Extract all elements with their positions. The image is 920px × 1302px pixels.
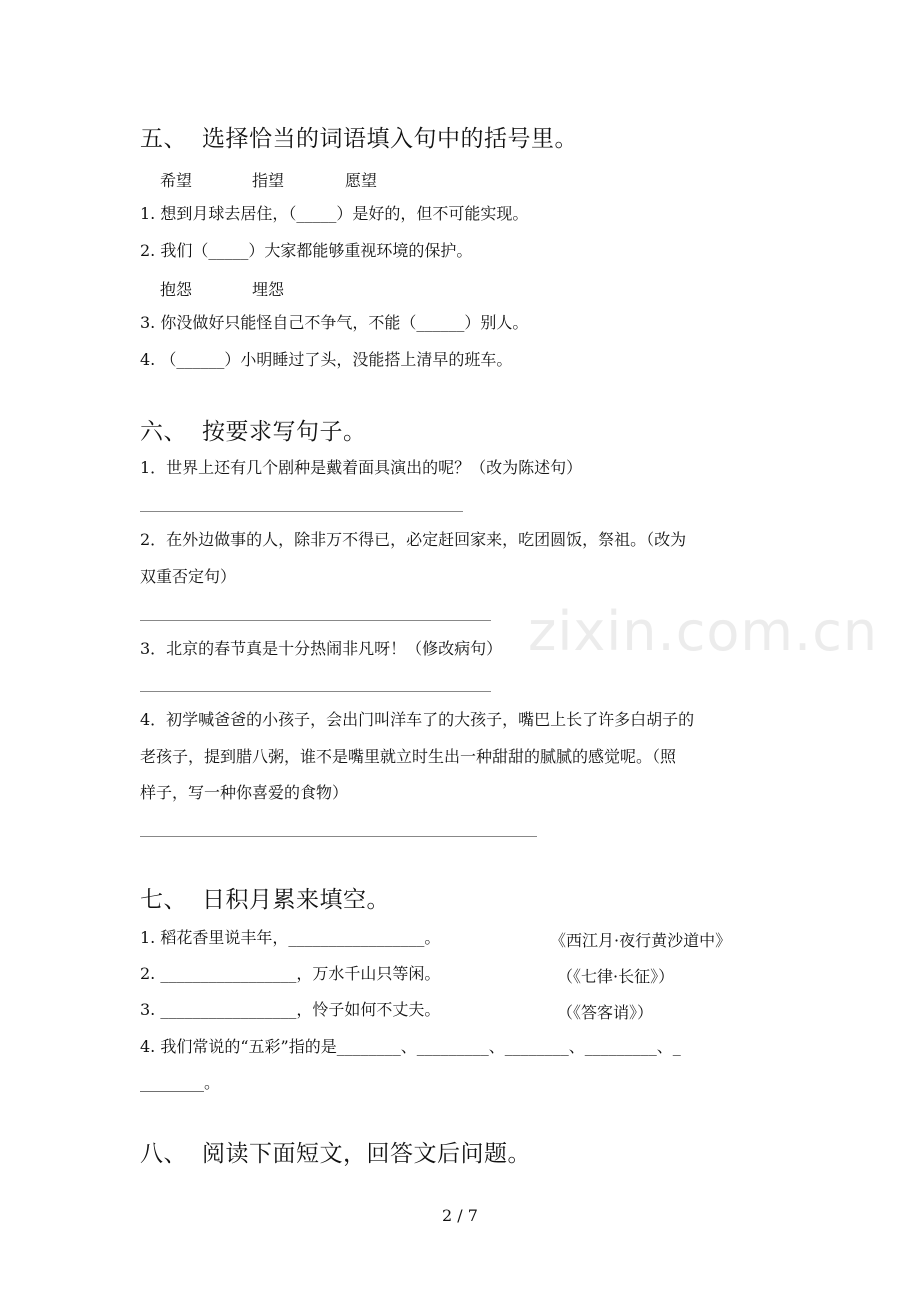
section7-heading (140, 881, 390, 914)
s5-question-1: 1. 想到月球去居住，（_____）是好的，但不可能实现。 (140, 204, 529, 223)
word-choice-5: 埋怨 (252, 280, 285, 299)
section5-heading (140, 120, 578, 153)
s6-question-3: 3．北京的春节真是十分热闹非凡呀！（修改病句） (140, 639, 503, 658)
page-number: 2 / 7 (442, 1206, 478, 1225)
s7-source-2: （《七律·长征》） (557, 967, 675, 986)
s6-question-1: 1．世界上还有几个剧种是戴着面具演出的呢？（改为陈述句） (140, 458, 583, 477)
section7-title: 日积月累来填空。 (202, 887, 390, 913)
word-choice-1: 希望 (160, 171, 193, 190)
s5-question-3: 3. 你没做好只能怪自己不争气，不能（______）别人。 (140, 313, 529, 332)
word-choice-2: 指望 (252, 171, 285, 190)
s5-question-2: 2. 我们（_____）大家都能够重视环境的保护。 (140, 241, 473, 260)
section6-number: 六、 (140, 419, 187, 445)
section8-number: 八、 (140, 1141, 187, 1167)
s6-question-2-line2: 双重否定句） (140, 567, 237, 586)
word-choice-4: 抱怨 (160, 280, 193, 299)
s6-question-2-line1: 2．在外边做事的人，除非万不得已，必定赶回家来，吃团圆饭，祭祖。（改为 (140, 530, 687, 549)
s7-question-2: 2. _________________，万水千山只等闲。 (140, 964, 441, 983)
section5-number: 五、 (140, 126, 187, 152)
section6-heading (140, 413, 367, 446)
answer-line (140, 691, 491, 692)
s5-question-4: 4. （______）小明睡过了头，没能搭上清早的班车。 (140, 350, 513, 369)
s7-question-4-line2: ________。 (140, 1073, 221, 1092)
s7-question-4-line1: 4. 我们常说的“五彩”指的是________、_________、________、_________、_ (140, 1037, 681, 1056)
section8-heading (140, 1135, 531, 1168)
answer-line (140, 511, 463, 512)
s6-question-4-line2: 老孩子，提到腊八粥，谁不是嘴里就立时生出一种甜甜的腻腻的感觉呢。（照 (140, 747, 677, 766)
section8-title: 阅读下面短文，回答文后问题。 (202, 1141, 531, 1167)
watermark: zixin.com.cn (528, 600, 879, 663)
section6-title: 按要求写句子。 (202, 419, 367, 445)
s6-question-4-line1: 4．初学喊爸爸的小孩子，会出门叫洋车了的大孩子，嘴巴上长了许多白胡子的 (140, 710, 695, 729)
s7-question-3: 3. _________________，怜子如何不丈夫。 (140, 1000, 441, 1019)
section5-title: 选择恰当的词语填入句中的括号里。 (202, 126, 578, 152)
section7-number: 七、 (140, 887, 187, 913)
answer-line (140, 836, 537, 837)
s6-question-4-line3: 样子，写一种你喜爱的食物） (140, 783, 349, 802)
s7-source-1: 《西江月·夜行黄沙道中》 (550, 931, 732, 950)
s7-source-3: （《答客诮》） (557, 1003, 654, 1022)
word-choice-3: 愿望 (345, 171, 378, 190)
answer-line (140, 620, 491, 621)
s7-question-1: 1. 稻花香里说丰年，_________________。 (140, 928, 441, 947)
